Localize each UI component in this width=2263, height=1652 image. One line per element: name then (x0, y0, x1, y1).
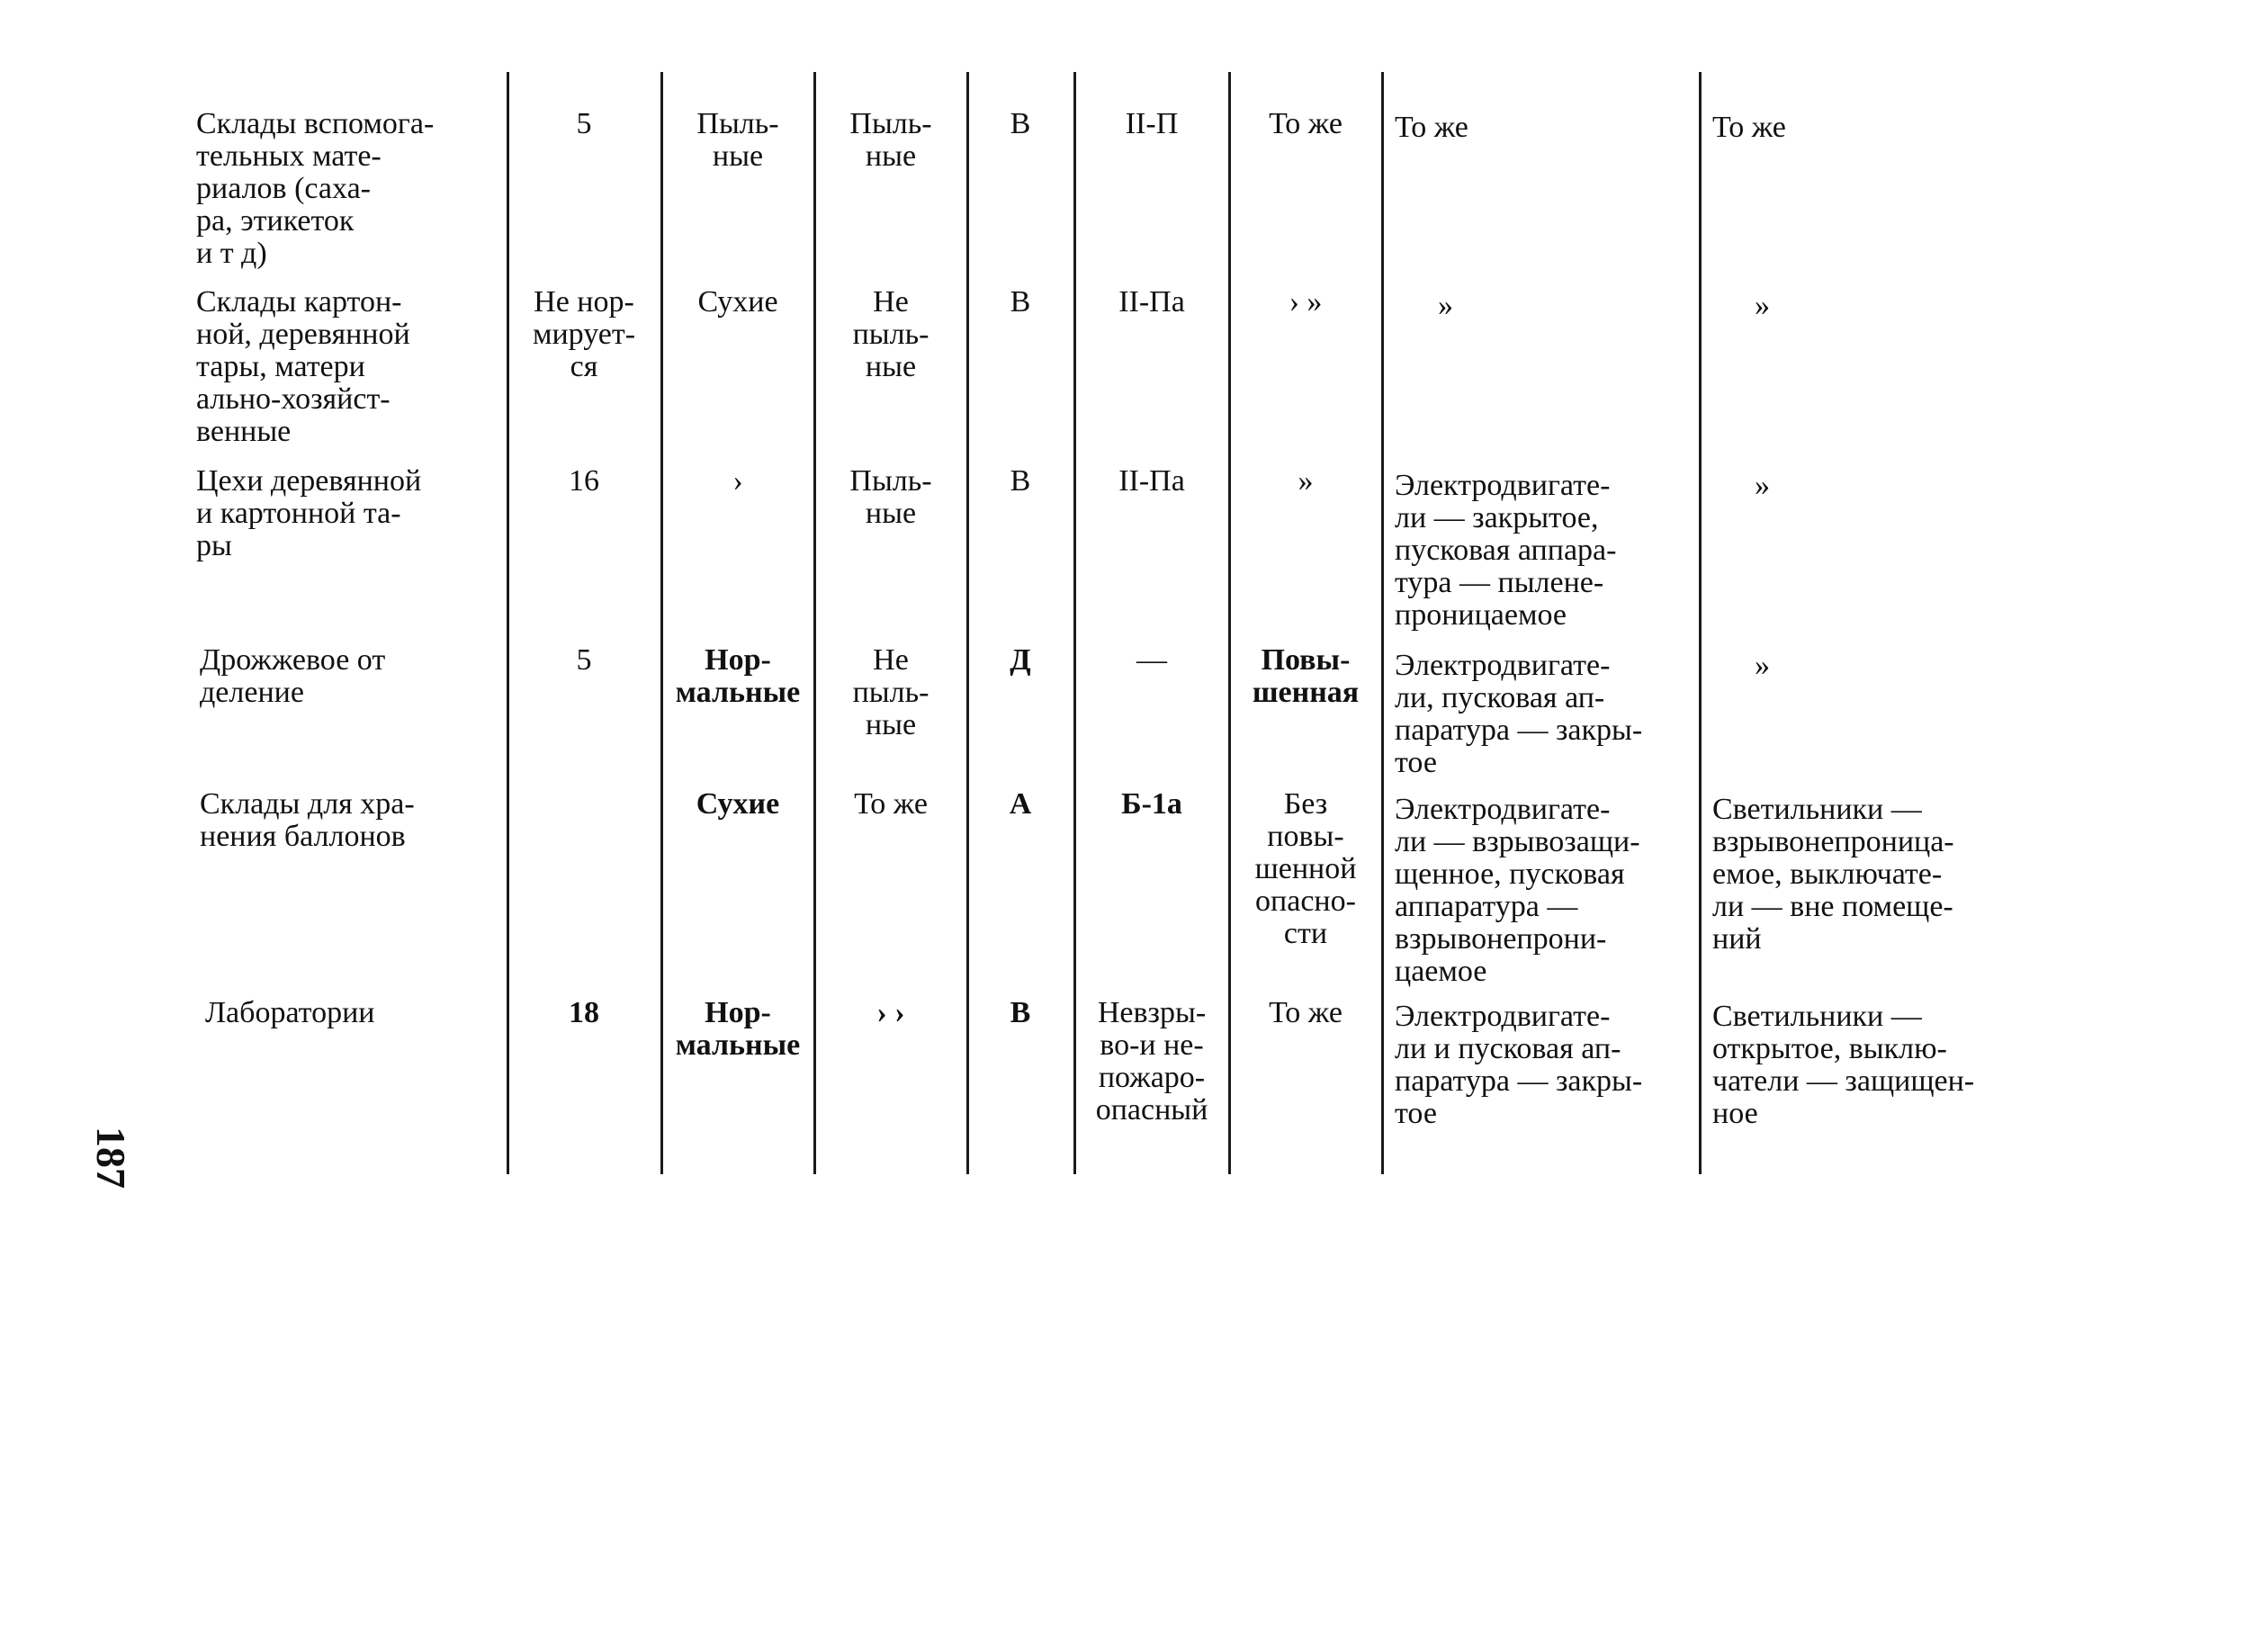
table-cell: Невзры- во-и не- пожаро- опасный (1095, 996, 1208, 1127)
table-cell: В (1010, 285, 1031, 319)
table-cell: » (1438, 289, 1453, 322)
table-cell: 5 (576, 643, 592, 677)
table-cell-name: Склады для хра- нения баллонов (200, 787, 415, 853)
table-cell: Электродвигате- ли — закрытое, пусковая аппара- тура — пылене- проницаемое (1395, 469, 1617, 632)
table-cell: В (1010, 464, 1031, 498)
table-cell: Не пыль- ные (852, 643, 929, 741)
table-cell: Повы- шенная (1252, 643, 1360, 709)
table-cell: Нор- мальные (675, 643, 801, 709)
table-cell: Светильники — открытое, выклю- чатели — защищен- ное (1712, 1000, 1975, 1130)
table-cell: В (1010, 107, 1031, 140)
table-cell: › (732, 464, 743, 498)
table-cell: Сухие (696, 787, 780, 821)
table-cell-name: Склады картон- ной, деревянной тары, матери ально-хозяйст- венные (196, 285, 410, 448)
table-cell: Электродвигате- ли — взрывозащи- щенное, пусковая аппаратура — взрывонепрони- цаемое (1395, 793, 1640, 988)
table-cell: Пыль- ные (849, 107, 932, 173)
table-cell: Пыль- ные (849, 464, 932, 530)
table-cell: Пыль- ные (696, 107, 779, 173)
table-cell: Без повы- шенной опасно- сти (1254, 787, 1357, 950)
table-cell-name: Цехи деревянной и картонной та- ры (196, 464, 422, 562)
table-cell: То же (1395, 111, 1468, 144)
page-number: 187 (88, 1127, 134, 1189)
table-cell: Светильники — взрывонепроница- емое, выключате- ли — вне помеще- ний (1712, 793, 1954, 956)
table-cell: То же (854, 787, 928, 821)
column-rule (1699, 72, 1702, 1174)
table-cell: То же (1269, 107, 1343, 140)
table-cell: › › (876, 996, 905, 1029)
table-cell: Не нор- мирует- ся (532, 285, 636, 383)
table-cell: Сухие (697, 285, 778, 319)
table-cell: То же (1712, 111, 1786, 144)
table-cell: Электродвигате- ли, пусковая ап- паратура — закры- тое (1395, 649, 1643, 779)
table-cell: В (1010, 996, 1031, 1029)
table-cell: — (1136, 643, 1167, 677)
table-cell-name: Дрожжевое от деление (200, 643, 386, 709)
table-cell: 5 (576, 107, 592, 140)
table-cell: » (1755, 289, 1770, 322)
table-cell: II-П (1125, 107, 1179, 140)
table-cell: 18 (569, 996, 599, 1029)
table-cell: » (1755, 649, 1770, 682)
table-cell: То же (1269, 996, 1343, 1029)
table-cell: Не пыль- ные (852, 285, 929, 383)
table-cell: 16 (569, 464, 599, 498)
table-cell: Нор- мальные (675, 996, 801, 1062)
table-cell: › » (1289, 285, 1323, 319)
table-cell: » (1298, 464, 1314, 498)
table-cell: » (1755, 469, 1770, 502)
table-cell: А (1009, 787, 1032, 821)
column-rule (1381, 72, 1384, 1174)
table-cell: Б-1а (1121, 787, 1182, 821)
table-cell: II-Па (1118, 285, 1185, 319)
table-cell: II-Па (1118, 464, 1185, 498)
table-cell-name: Лаборатории (205, 996, 375, 1029)
table-cell: Электродвигате- ли и пусковая ап- паратура — закры- тое (1395, 1000, 1643, 1130)
table-cell: Д (1010, 643, 1031, 677)
table-cell-name: Склады вспомога- тельных мате- риалов (саха- ра, этикеток и т д) (196, 107, 435, 270)
